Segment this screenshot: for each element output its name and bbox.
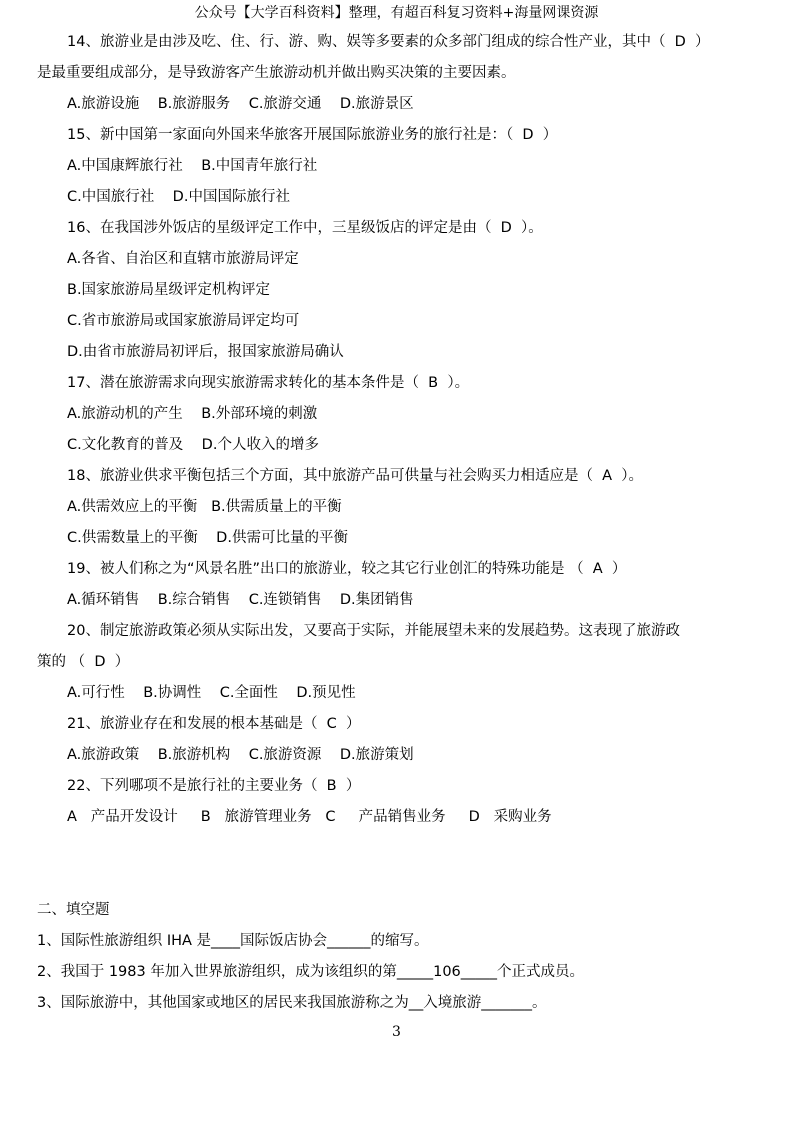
page-header: 公众号【大学百科资料】整理，有超百科复习资料+海量网课资源 (194, 5, 599, 21)
question-20-options: A.可行性 B.协调性 C.全面性 D.预见性 (67, 685, 356, 701)
question-21-stem: 21、旅游业存在和发展的根本基础是（ C ） (67, 716, 361, 732)
question-16-stem: 16、在我国涉外饭店的星级评定工作中，三星级饭店的评定是由（ D ）。 (67, 220, 543, 236)
question-21-options: A.旅游政策 B.旅游机构 C.旅游资源 D.旅游策划 (67, 747, 414, 763)
question-15-options-1: A.中国康辉旅行社 B.中国青年旅行社 (67, 158, 318, 174)
question-18-stem: 18、旅游业供求平衡包括三个方面，其中旅游产品可供量与社会购买力相适应是（ A ）。 (67, 468, 644, 484)
question-14-stem: 14、旅游业是由涉及吃、住、行、游、购、娱等多要素的众多部门组成的综合性产业，其中（ D ） (67, 34, 710, 50)
question-19-options: A.循环销售 B.综合销售 C.连锁销售 D.集团销售 (67, 592, 414, 608)
question-22-stem: 22、下列哪项不是旅行社的主要业务（ B ） (67, 778, 361, 794)
question-16-option-d: D.由省市旅游局初评后，报国家旅游局确认 (67, 344, 344, 360)
question-17-options-2: C.文化教育的普及 D.个人收入的增多 (67, 437, 319, 453)
question-18-options-1: A.供需效应上的平衡 B.供需质量上的平衡 (67, 499, 342, 515)
fill-blank-2: 2、我国于 1983 年加入世界旅游组织，成为该组织的第_____106_____个正式成员。 (37, 964, 585, 980)
question-18-options-2: C.供需数量上的平衡 D.供需可比量的平衡 (67, 530, 348, 546)
question-14-options: A.旅游设施 B.旅游服务 C.旅游交通 D.旅游景区 (67, 96, 414, 112)
fill-blank-1: 1、国际性旅游组织 IHA 是____国际饭店协会______的缩写。 (37, 933, 429, 949)
question-14-stem-continued: 是最重要组成部分，是导致游客产生旅游动机并做出购买决策的主要因素。 (37, 65, 516, 81)
question-16-option-c: C.省市旅游局或国家旅游局评定均可 (67, 313, 300, 329)
question-15-options-2: C.中国旅行社 D.中国国际旅行社 (67, 189, 290, 205)
fill-blank-3: 3、国际旅游中，其他国家或地区的居民来我国旅游称之为__入境旅游_______。 (37, 995, 547, 1011)
question-17-stem: 17、潜在旅游需求向现实旅游需求转化的基本条件是（ B ）。 (67, 375, 470, 391)
question-20-stem-continued: 策的 （ D ） (37, 654, 130, 670)
section-title: 二、填空题 (37, 902, 110, 918)
question-19-stem: 19、被人们称之为“风景名胜”出口的旅游业，较之其它行业创汇的特殊功能是 （ A ） (67, 561, 627, 577)
question-16-option-b: B.国家旅游局星级评定机构评定 (67, 282, 271, 298)
question-17-options-1: A.旅游动机的产生 B.外部环境的刺激 (67, 406, 318, 422)
question-15-stem: 15、新中国第一家面向外国来华旅客开展国际旅游业务的旅行社是：（ D ） (67, 127, 558, 143)
question-20-stem: 20、制定旅游政策必须从实际出发，又要高于实际，并能展望未来的发展趋势。这表现了旅游政 (67, 623, 680, 639)
section-spacer (37, 833, 762, 895)
page-number: 3 (392, 1024, 401, 1040)
question-16-option-a: A.各省、自治区和直辖市旅游局评定 (67, 251, 299, 267)
question-22-options: A 产品开发设计 B 旅游管理业务 C 产品销售业务 D 采购业务 (67, 809, 552, 825)
document-body (37, 27, 762, 1019)
